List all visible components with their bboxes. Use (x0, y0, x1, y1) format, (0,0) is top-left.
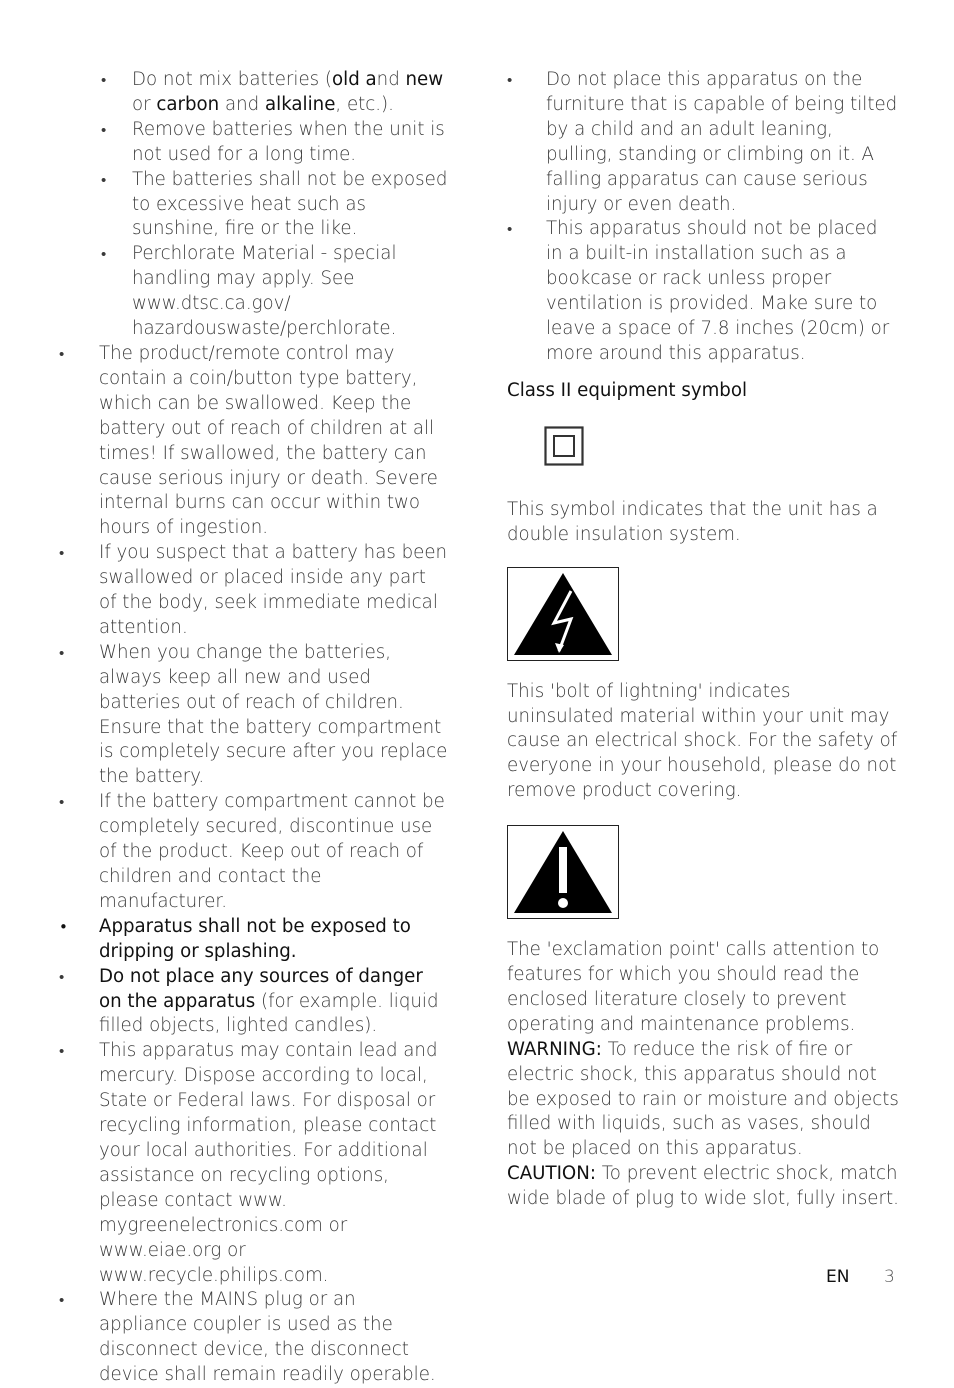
list-item: • If you suspect that a battery has been swallowed or placed inside any part of the body, seek immediate medical attention. (57, 541, 449, 641)
list-item: • If the battery compartment cannot be completely secured, discontinue use of the product. Keep out of reach of children and contact the manufacturer. (57, 790, 449, 915)
battery-sub-list (57, 68, 449, 342)
page-footer (826, 1265, 895, 1290)
list-item: • Do not place any sources of danger on the apparatus (for example. liquid filled objects, lighted candles). (57, 965, 449, 1040)
placement-list (507, 68, 899, 367)
lightning-description: This 'bolt of lightning' indicates uninsulated material within your unit may cause an electrical shock. For the safety of everyone in your household, please do not remove product covering. (507, 680, 898, 802)
lightning-symbol-box (507, 567, 619, 661)
class2-heading: Class II equipment symbol (507, 379, 748, 401)
class2-description: This symbol indicates that the unit has a double insulation system. (507, 498, 878, 545)
page-number: 3 (884, 1267, 895, 1287)
right-column (507, 68, 899, 1212)
lightning-triangle-icon (511, 571, 615, 657)
list-item: • This apparatus may contain lead and mercury. Dispose according to local, State or Federal laws. For disposal or recycling information, please contact your local authorities. For additional assistance on recycling options, please contact www. mygreenelectronics.com or www.eiae.org or www.recycle.philips.com. (57, 1039, 449, 1288)
left-column (57, 68, 449, 1388)
warning-paragraph: WARNING: To reduce the risk of fire or electric shock, this apparatus should not be exposed to rain or moisture and objects filled with liquids, such as vases, should not be placed on this apparatus. (507, 1038, 899, 1160)
list-item: • The product/remote control may contain a coin/button type battery, which can be swallowed. Keep the battery out of reach of children at all times! If swallowed, the battery can cause serious injury or death. Severe internal burns can occur within two hours of ingestion. (57, 342, 449, 541)
list-item: • The batteries shall not be exposed to excessive heat such as sunshine, fire or the like. (57, 168, 449, 243)
list-item: • Remove batteries when the unit is not used for a long time. (57, 118, 449, 168)
list-item: • Do not place this apparatus on the furniture that is capable of being tilted by a child and an adult leaning, pulling, standing or climbing on it. A falling apparatus can cause serious injury or even death. (507, 68, 899, 217)
warning-label: WARNING: (507, 1038, 602, 1060)
exclamation-symbol-box (507, 825, 619, 919)
safety-list (57, 342, 449, 1388)
language-code: EN (826, 1267, 850, 1287)
list-item: • Perchlorate Material - special handling may apply. See www.dtsc.ca.gov/ hazardouswaste/perchlorate. (57, 242, 449, 342)
caution-label: CAUTION: (507, 1163, 596, 1185)
class-ii-square-icon (544, 426, 586, 468)
list-item: • When you change the batteries, always keep all new and used batteries out of reach of children. Ensure that the battery compartment is completely secure after you replace the battery. (57, 641, 449, 790)
list-item: • Do not mix batteries (old and new or carbon and alkaline, etc.). (57, 68, 449, 118)
list-item: • Apparatus shall not be exposed to dripping or splashing. (57, 915, 449, 965)
caution-paragraph: CAUTION: To prevent electric shock, match wide blade of plug to wide slot, fully insert. (507, 1163, 899, 1210)
exclamation-description: The 'exclamation point' calls attention to features for which you should read the enclosed literature closely to prevent operating and maintenance problems. (507, 939, 880, 1035)
list-item: • Where the MAINS plug or an appliance coupler is used as the disconnect device, the disconnect device shall remain readily operable. (57, 1288, 449, 1388)
list-item: • This apparatus should not be placed in a built-in installation such as a bookcase or rack unless proper ventilation is provided. Make sure to leave a space of 7.8 inches (20cm) or more around this apparatus. (507, 217, 899, 366)
exclamation-triangle-icon (511, 829, 615, 915)
